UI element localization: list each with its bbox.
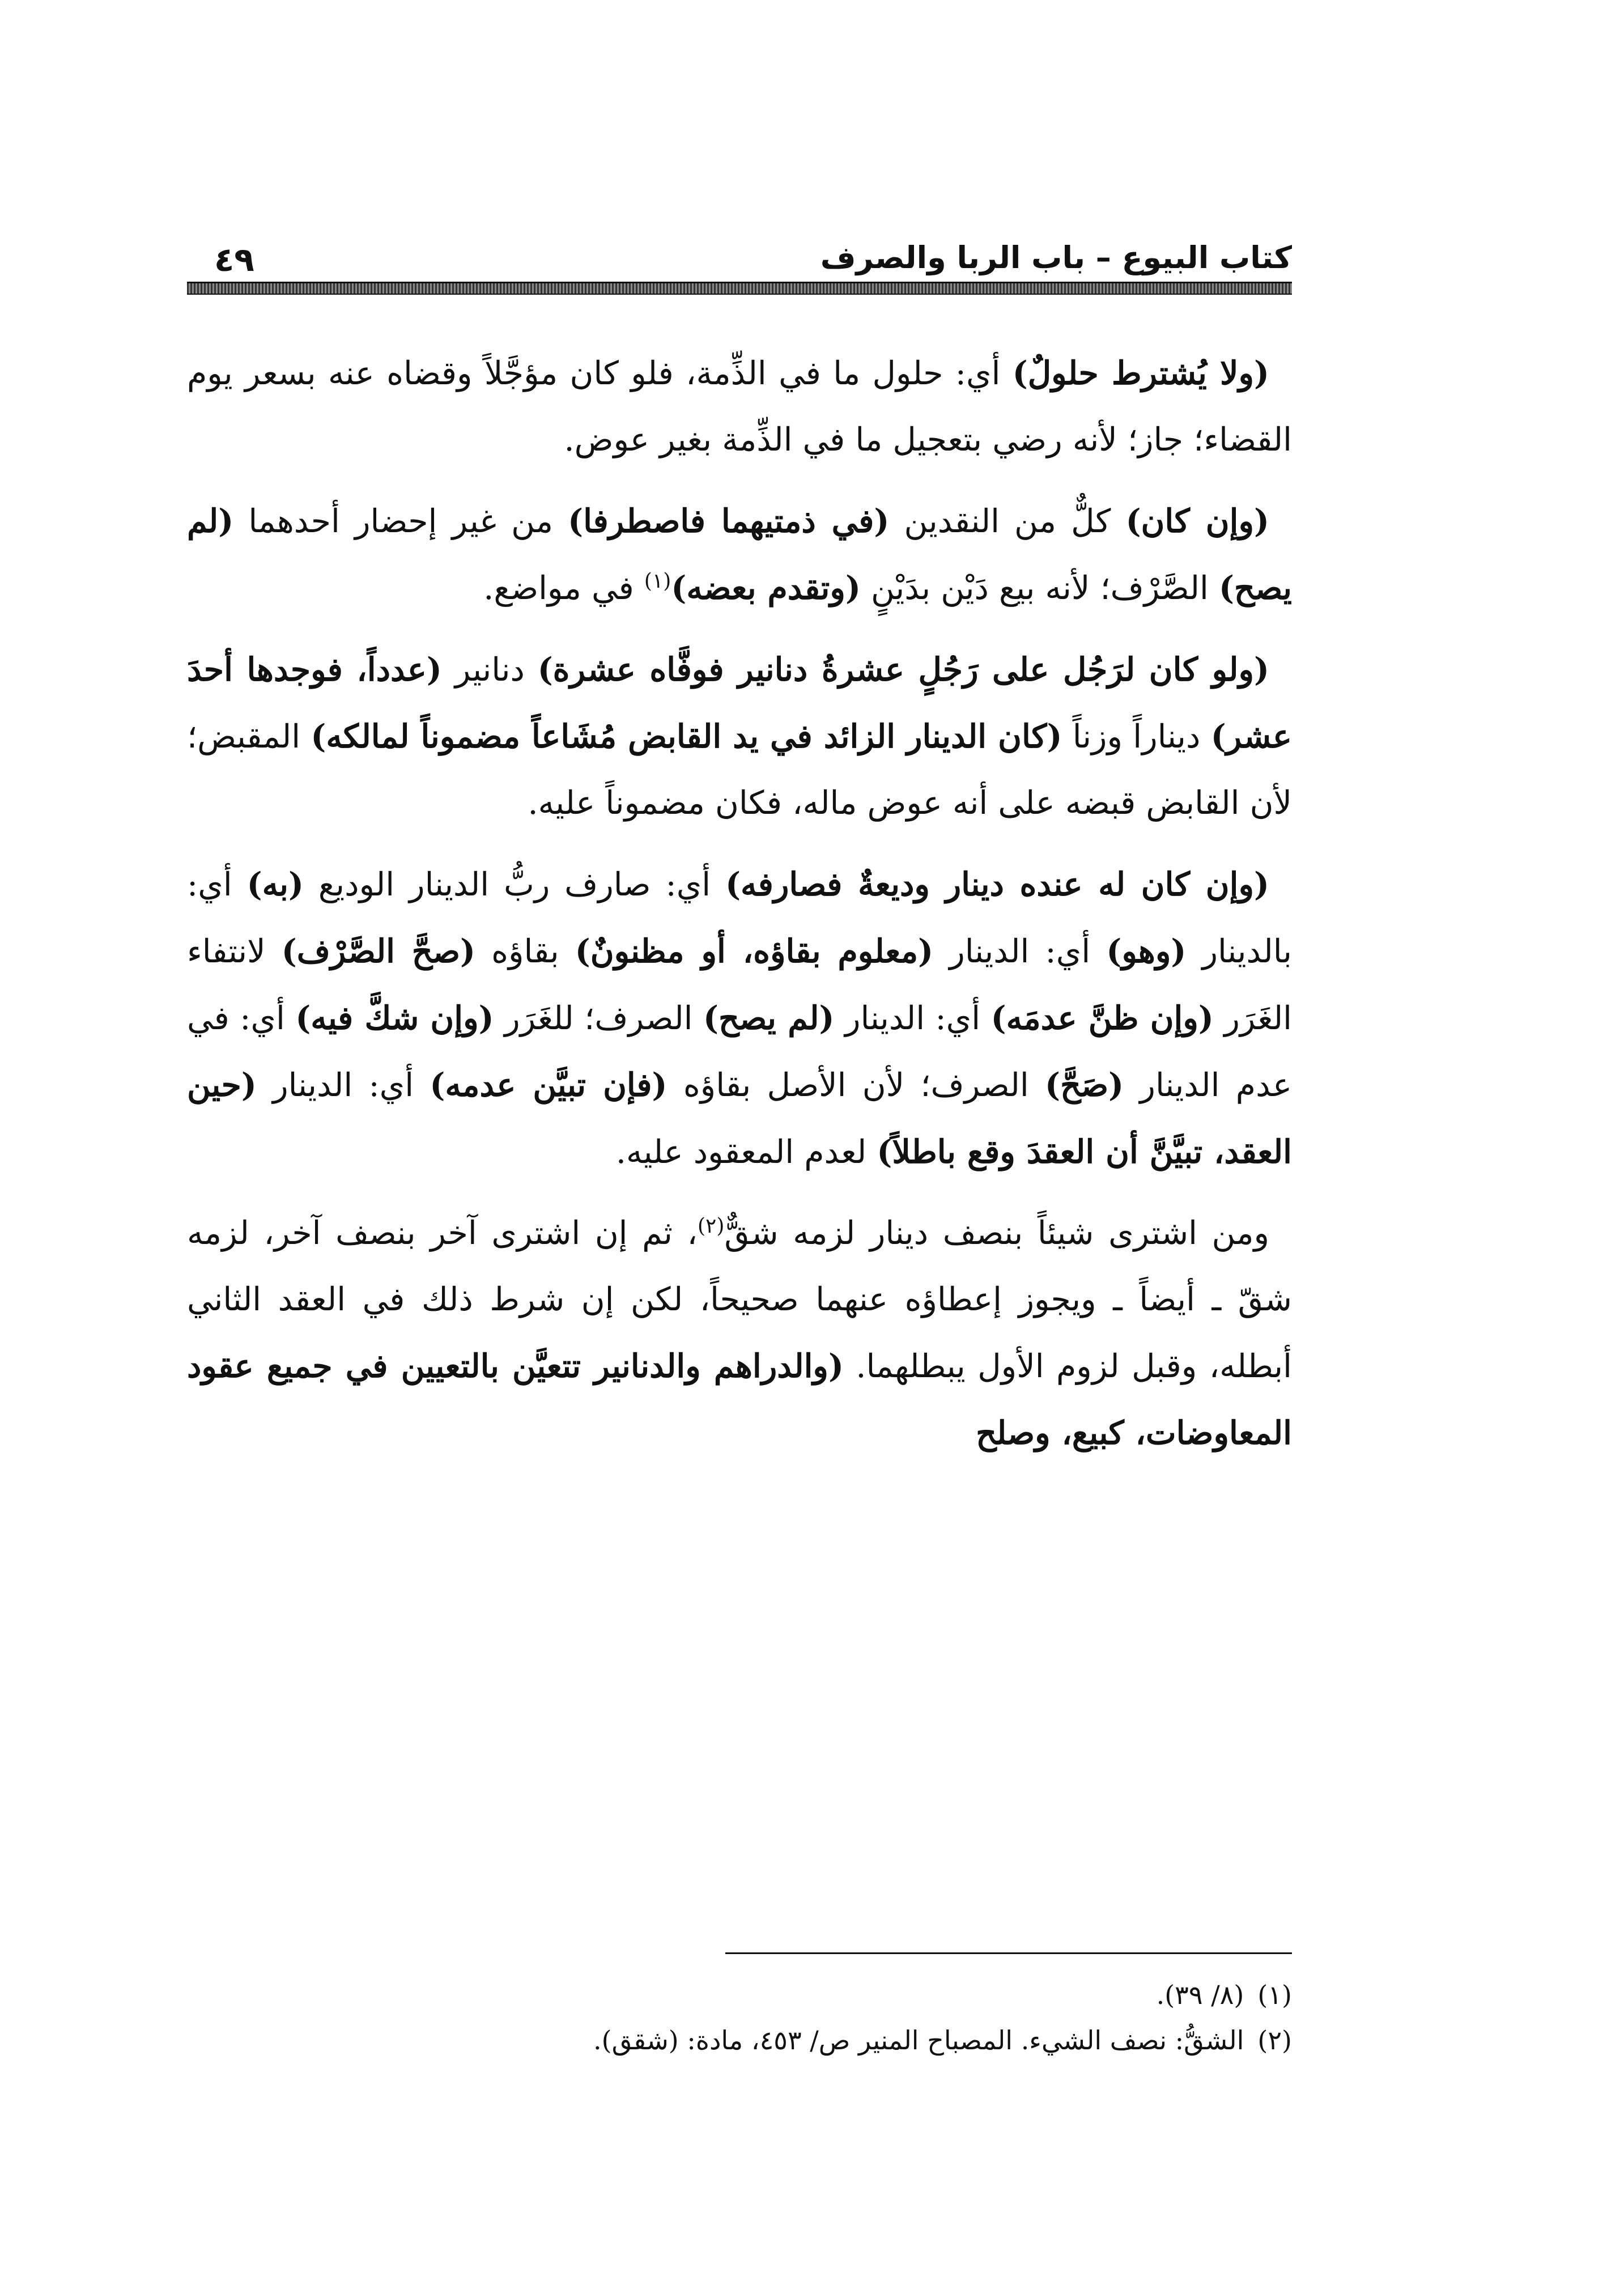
footnote-text: الشقُّ: نصف الشيء. المصباح المنير ص/ ٤٥٣، مادة: (شقق).	[593, 2025, 1244, 2056]
commentary-text: أي: حلول ما في الذِّمة، فلو كان مؤجَّلاً وقضاه عنه بسعر يوم القضاء؛ جاز؛ لأنه رضي بتعجيل ما في الذِّمة بغير عوض.	[187, 355, 1292, 458]
matn-text: (ولو كان لرَجُل على رَجُلٍ عشرةُ دنانير فوفَّاه عشرة)	[537, 651, 1269, 689]
commentary-text: في مواضع.	[483, 570, 644, 607]
commentary-text: ديناراً وزناً	[1062, 718, 1211, 755]
commentary-text: ، ثم إن اشترى آخر بنصف آخر، لزمه شقّ ـ أيضاً ـ ويجوز إعطاؤه عنهما صحيحاً، لكن إن شرط ذلك في العقد الثاني أبطله، وقبل لزوم الأول يبطلهما.	[187, 1215, 1292, 1385]
commentary-text: من غير إحضار أحدهما	[233, 503, 568, 540]
commentary-text: ومن اشترى شيئاً بنصف دينار لزمه شقٌّ	[724, 1215, 1269, 1252]
paragraph	[187, 340, 1292, 473]
matn-text: (عدداً، فوجدها أحدَ عشر)	[187, 651, 1292, 755]
matn-text: (وتقدم بعضه)	[671, 569, 861, 607]
paragraph	[187, 851, 1292, 1186]
matn-text: (لم يصح)	[187, 502, 1292, 607]
matn-text: (وإن شكَّ فيه)	[295, 999, 494, 1037]
paragraph	[187, 636, 1292, 836]
matn-text: (صحَّ الصَّرْف)	[281, 932, 475, 970]
footnote-mark: (٢)	[1257, 2025, 1292, 2056]
body-text	[187, 340, 1292, 1481]
matn-text: (في ذمتيهما فاصطرفا)	[568, 502, 890, 540]
matn-text: (به)	[246, 865, 304, 903]
commentary-text: أي: الدينار	[256, 1067, 430, 1104]
footnote-reference: (٢)	[697, 1215, 725, 1238]
running-title: كتاب البيوع – باب الربا والصرف	[820, 240, 1292, 275]
matn-text: (حين العقد، تبيَّنَّ أن العقدَ وقع باطلاً)	[187, 1066, 1292, 1171]
paragraph	[187, 1200, 1292, 1467]
commentary-text: بقاؤه	[475, 933, 575, 970]
commentary-text: الصرف؛ للغَرَر	[494, 1000, 703, 1037]
matn-text: (فإن تبيَّن عدمه)	[430, 1066, 668, 1104]
footnote-text: (٨/ ٣٩).	[1156, 1980, 1244, 2010]
commentary-text: الصَّرْف؛ لأنه بيع دَيْن بدَيْنٍ	[860, 570, 1219, 607]
matn-text: (وإن كان له عنده دينار وديعةٌ فصارفه)	[725, 865, 1269, 903]
footnotes	[187, 1972, 1292, 2063]
page-number: ٤٩	[214, 240, 254, 279]
commentary-text: كلٌّ من النقدين	[889, 503, 1126, 540]
page-header	[187, 227, 1292, 295]
commentary-text: لعدم المعقود عليه.	[615, 1133, 877, 1171]
commentary-text: لانتفاء الغَرَر	[187, 933, 1293, 1037]
matn-text: (صَحَّ)	[1045, 1066, 1124, 1104]
commentary-text: أي: الدينار	[834, 1000, 991, 1037]
matn-text: (ولا يُشترط حلولٌ)	[1012, 354, 1269, 392]
matn-text: (لم يصح)	[703, 999, 835, 1037]
matn-text: (وهو)	[1106, 932, 1187, 970]
commentary-text: أي: في عدم الدينار	[187, 1000, 1293, 1104]
header-rule	[187, 282, 1292, 295]
footnote-2	[187, 2018, 1292, 2063]
footnote-1	[187, 1972, 1292, 2018]
commentary-text: أي: بالدينار	[187, 866, 1292, 970]
commentary-text: دنانير	[441, 651, 538, 689]
footnote-separator	[725, 1952, 1292, 1954]
footnote-reference: (١)	[644, 570, 671, 593]
footnote-mark: (١)	[1257, 1980, 1292, 2010]
commentary-text: الصرف؛ لأن الأصل بقاؤه	[667, 1067, 1045, 1104]
matn-text: (كان الدينار الزائد في يد القابض مُشَاعاً مضموناً لمالكه)	[311, 717, 1062, 755]
commentary-text: المقبض؛ لأن القابض قبضه على أنه عوض ماله، فكان مضموناً عليه.	[187, 718, 1292, 822]
matn-text: (وإن كان)	[1125, 502, 1269, 540]
commentary-text: أي: الدينار	[933, 933, 1107, 970]
paragraph	[187, 488, 1292, 622]
matn-text: (معلوم بقاؤه، أو مظنونٌ)	[575, 932, 934, 970]
matn-text: (وإن ظنَّ عدمَه)	[990, 999, 1214, 1037]
commentary-text: أي: صارف ربُّ الدينار الوديع	[303, 866, 726, 903]
matn-text: (والدراهم والدنانير تتعيَّن بالتعيين في جميع عقود المعاوضات، كبيع، وصلح	[187, 1347, 1292, 1452]
